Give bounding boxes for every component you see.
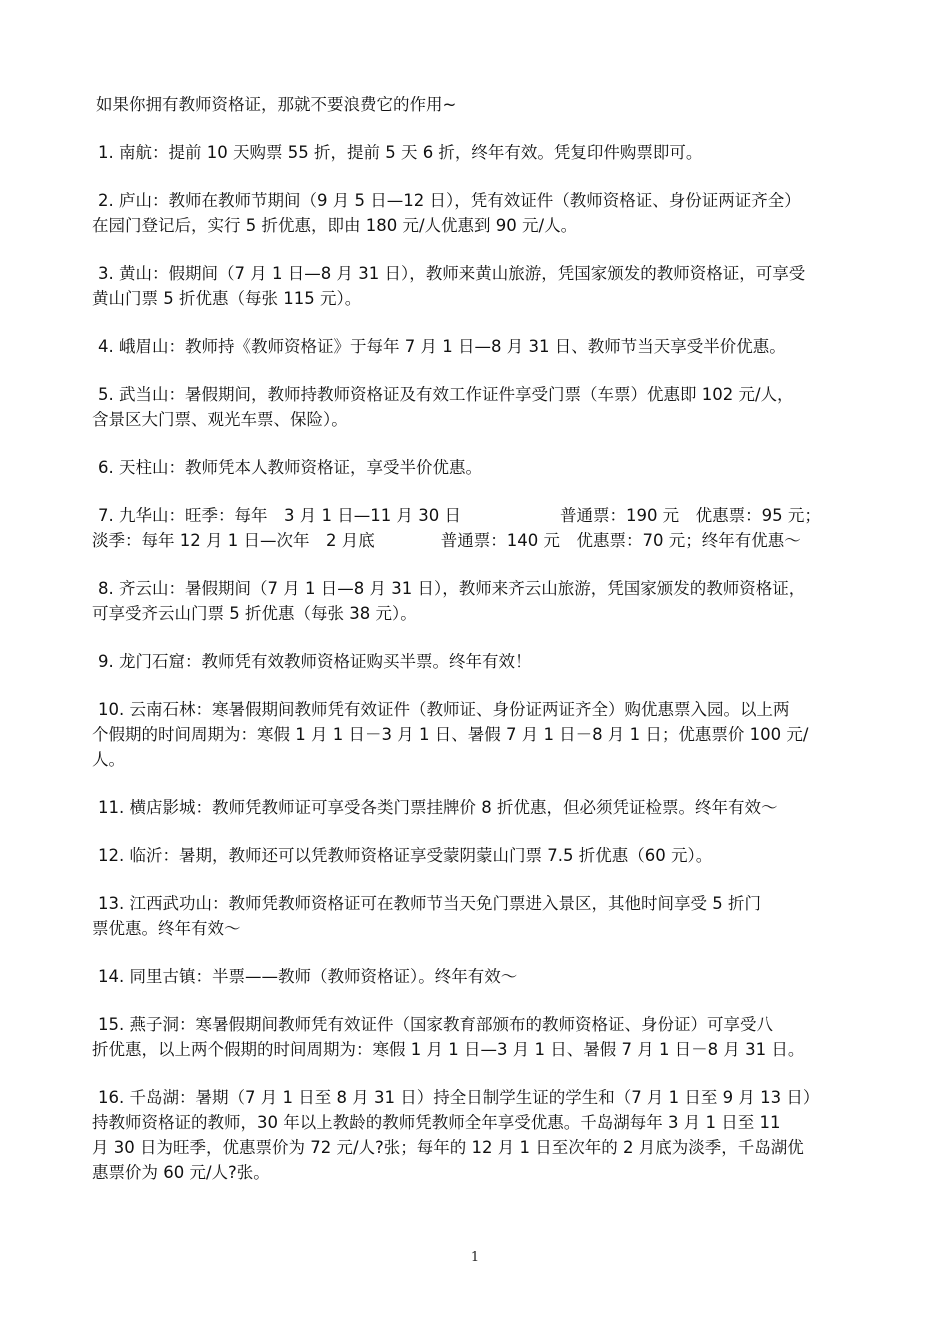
list-item-jiuhuashan xyxy=(92,503,872,553)
page-number: 1 xyxy=(470,1250,480,1265)
item-line: 14. 同里古镇：半票——教师（教师资格证）。终年有效～ xyxy=(98,967,518,986)
list-item-emeishan xyxy=(92,334,872,359)
item-line: 12. 临沂：暑期，教师还可以凭教师资格证享受蒙阴蒙山门票 7.5 折优惠（60 元）。 xyxy=(98,846,713,865)
list-item-tongli xyxy=(92,964,872,989)
item-line: 可享受齐云山门票 5 折优惠（每张 38 元）。 xyxy=(92,604,417,623)
item-line: 8. 齐云山：暑假期间（7 月 1 日—8 月 31 日），教师来齐云山旅游，凭国家颁发的教师资格证， xyxy=(98,579,806,598)
item-line: 13. 江西武功山：教师凭教师资格证可在教师节当天免门票进入景区，其他时间享受 5 折门 xyxy=(98,894,761,913)
item-line: 4. 峨眉山：教师持《教师资格证》于每年 7 月 1 日—8 月 31 日、教师节当天享受半价优惠。 xyxy=(98,337,786,356)
list-item-lushan xyxy=(92,188,872,238)
list-item-nanhang xyxy=(92,140,872,165)
list-item-longmen-grottoes xyxy=(92,649,872,674)
item-line: 10. 云南石林：寒暑假期间教师凭有效证件（教师证、身份证两证齐全）购优惠票入园。以上两 xyxy=(98,700,790,719)
list-item-qiandaohu xyxy=(92,1085,872,1185)
item-line: 6. 天柱山：教师凭本人教师资格证，享受半价优惠。 xyxy=(98,458,482,477)
item-line: 淡季：每年 12 月 1 日—次年 2 月底 普通票：140 元 优惠票：70 元；终年有优惠～ xyxy=(92,531,801,550)
item-line: 9. 龙门石窟：教师凭有效教师资格证购买半票。终年有效！ xyxy=(98,652,532,671)
list-item-hengdian xyxy=(92,795,872,820)
item-line: 个假期的时间周期为：寒假 1 月 1 日－3 月 1 日、暑假 7 月 1 日－8 月 1 日；优惠票价 100 元/ xyxy=(92,725,809,744)
item-line: 票优惠。终年有效～ xyxy=(92,919,241,938)
item-line: 惠票价为 60 元/人?张。 xyxy=(92,1163,270,1182)
list-item-linyi xyxy=(92,843,872,868)
item-line: 15. 燕子洞：寒暑假期间教师凭有效证件（国家教育部颁布的教师资格证、身份证）可享受八 xyxy=(98,1015,773,1034)
item-line: 16. 千岛湖：暑期（7 月 1 日至 8 月 31 日）持全日制学生证的学生和（7 月 1 日至 9 月 13 日） xyxy=(98,1088,820,1107)
document-body xyxy=(92,92,872,1208)
item-line: 人。 xyxy=(92,750,125,769)
item-line: 折优惠，以上两个假期的时间周期为：寒假 1 月 1 日—3 月 1 日、暑假 7 月 1 日－8 月 31 日。 xyxy=(92,1040,805,1059)
list-item-qiyunshan xyxy=(92,576,872,626)
list-item-yunnan-stone-forest xyxy=(92,697,872,772)
list-item-wudangshan xyxy=(92,382,872,432)
item-line: 含景区大门票、观光车票、保险）。 xyxy=(92,410,348,429)
list-item-tianzhushan xyxy=(92,455,872,480)
item-line: 在园门登记后，实行 5 折优惠，即由 180 元/人优惠到 90 元/人。 xyxy=(92,216,578,235)
item-line: 持教师资格证的教师，30 年以上教龄的教师凭教师全年享受优惠。千岛湖每年 3 月 1 日至 11 xyxy=(92,1113,781,1132)
item-line: 5. 武当山：暑假期间，教师持教师资格证及有效工作证件享受门票（车票）优惠即 102 元/人， xyxy=(98,385,794,404)
list-item-wugongshan xyxy=(92,891,872,941)
item-line: 月 30 日为旺季，优惠票价为 72 元/人?张；每年的 12 月 1 日至次年的 2 月底为淡季，千岛湖优 xyxy=(92,1138,804,1157)
intro-paragraph: 如果你拥有教师资格证，那就不要浪费它的作用~ xyxy=(96,95,457,114)
list-item-huangshan xyxy=(92,261,872,311)
item-line: 1. 南航：提前 10 天购票 55 折，提前 5 天 6 折，终年有效。凭复印件购票即可。 xyxy=(98,143,703,162)
item-line: 黄山门票 5 折优惠（每张 115 元）。 xyxy=(92,289,362,308)
item-line: 2. 庐山：教师在教师节期间（9 月 5 日—12 日），凭有效证件（教师资格证、身份证两证齐全） xyxy=(98,191,801,210)
item-line: 7. 九华山：旺季：每年 3 月 1 日—11 月 30 日 普通票：190 元 优惠票：95 元； xyxy=(98,506,821,525)
item-line: 11. 横店影城：教师凭教师证可享受各类门票挂牌价 8 折优惠，但必须凭证检票。终年有效～ xyxy=(98,798,778,817)
list-item-yanzidong xyxy=(92,1012,872,1062)
item-line: 3. 黄山：假期间（7 月 1 日—8 月 31 日），教师来黄山旅游，凭国家颁发的教师资格证，可享受 xyxy=(98,264,806,283)
